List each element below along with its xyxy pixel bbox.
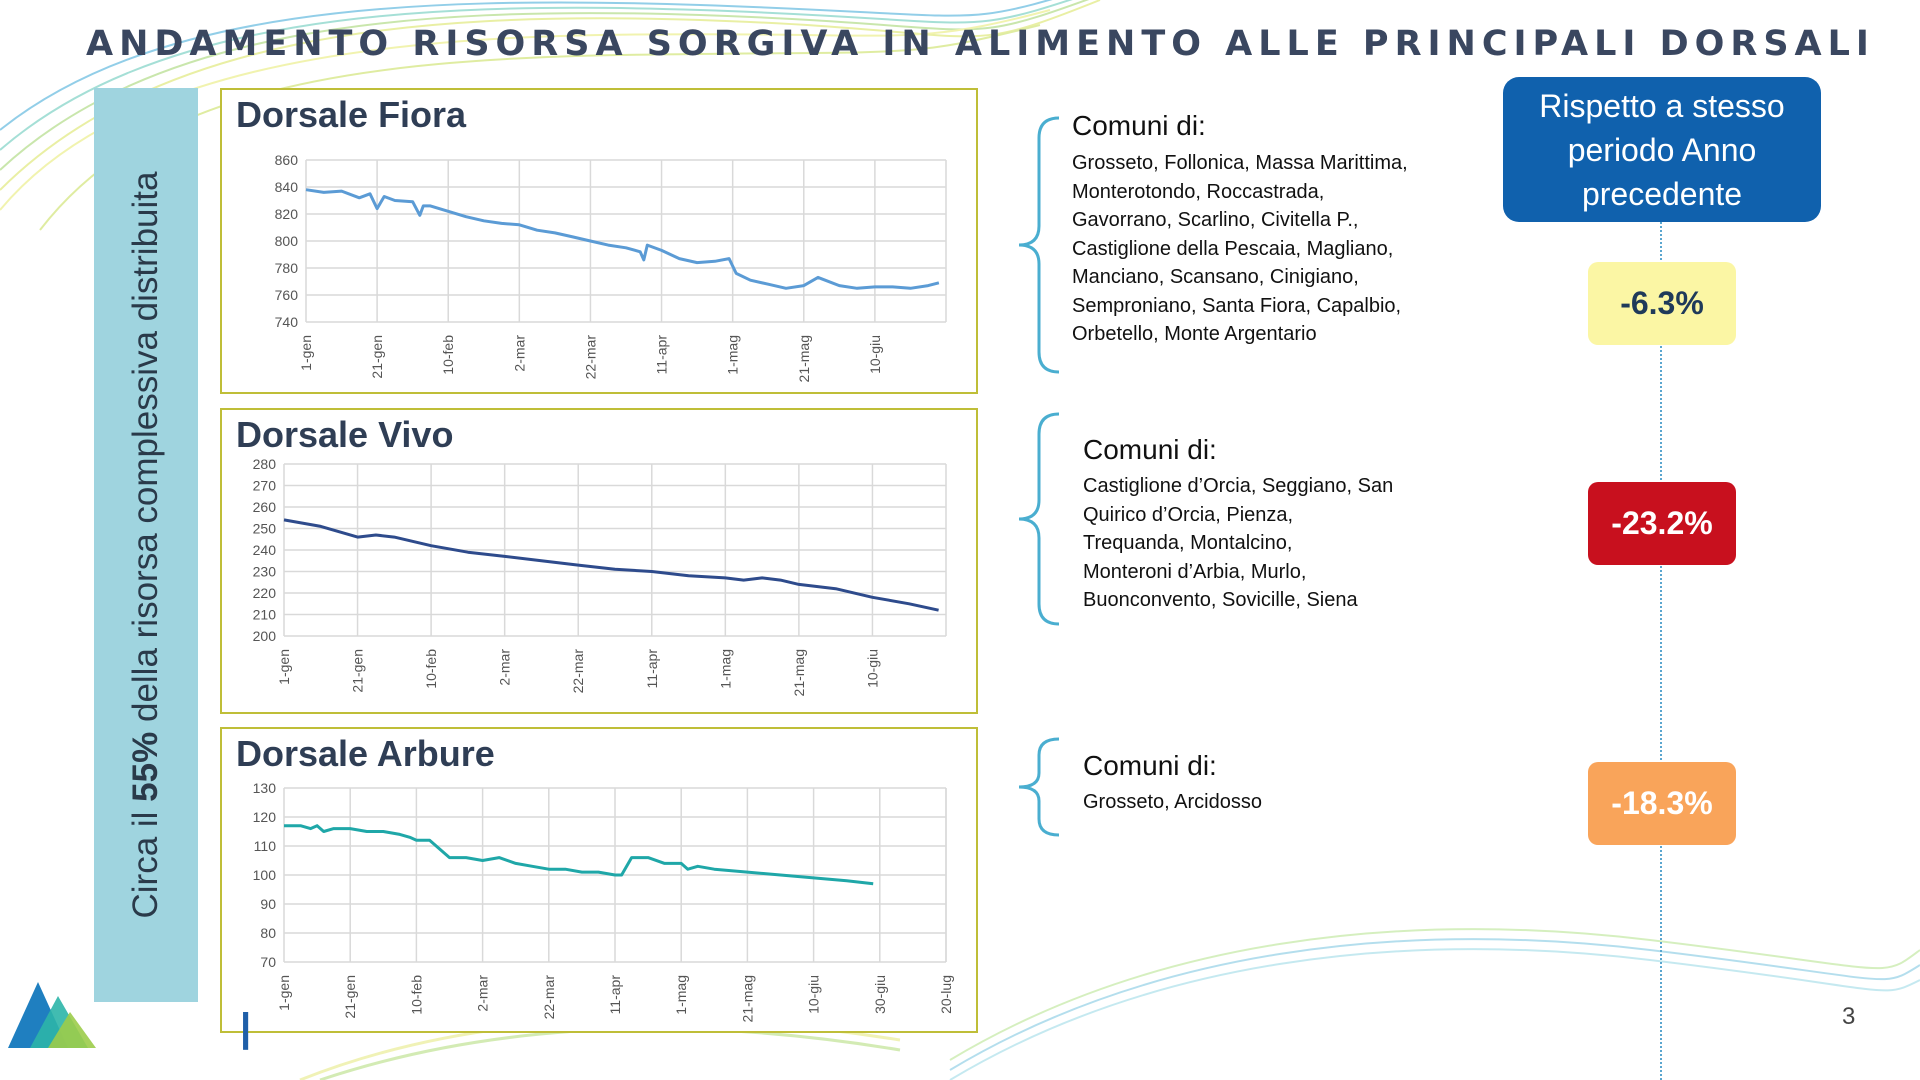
chart-panel-vivo [220, 408, 978, 714]
comuni-line: Buonconvento, Sovicille, Siena [1083, 589, 1358, 611]
y-tick-label: 100 [252, 867, 276, 883]
comuni-line: Trequanda, Montalcino, [1083, 532, 1293, 554]
x-tick-label: 10-giu [805, 975, 822, 1014]
x-tick-label: 11-apr [653, 335, 670, 375]
x-tick-label: 1-mag [717, 649, 734, 689]
comuni-line: Grosseto, Arcidosso [1083, 791, 1262, 813]
x-tick-label: 22-mar [570, 649, 587, 694]
x-tick-label: 2-mar [496, 649, 513, 686]
comuni-list-arbure [1083, 788, 1262, 817]
comparison-dotted-line [1660, 222, 1662, 1080]
x-tick-label: 11-apr [643, 649, 660, 689]
comuni-list-vivo [1083, 472, 1393, 615]
chart-fiora [222, 90, 976, 392]
chart-vivo [222, 410, 976, 712]
company-logo-icon [8, 978, 98, 1050]
summary-sidebar-text [126, 135, 166, 955]
x-tick-label: 2-mar [511, 335, 528, 372]
x-tick-label: 10-feb [423, 649, 440, 689]
brace-fiora [1015, 116, 1061, 374]
chart-title-arbure: Dorsale Arbure [236, 733, 495, 774]
sidebar-highlight: 55% [126, 731, 165, 802]
x-tick-label: 10-giu [864, 649, 881, 688]
y-tick-label: 210 [252, 606, 276, 623]
x-tick-label: 21-mag [790, 649, 807, 697]
chart-panel-fiora [220, 88, 978, 394]
y-tick-label: 120 [252, 809, 276, 825]
y-tick-label: 80 [260, 925, 276, 941]
delta-badge-fiora: -6.3% [1588, 262, 1736, 345]
y-tick-label: 260 [252, 499, 276, 515]
comuni-line: Orbetello, Monte Argentario [1072, 323, 1317, 345]
x-tick-label: 21-mag [739, 975, 756, 1023]
delta-badge-arbure: -18.3% [1588, 762, 1736, 845]
y-tick-label: 90 [260, 896, 276, 912]
x-tick-label: 11-apr [607, 975, 623, 1015]
y-tick-label: 240 [252, 542, 276, 558]
x-tick-label: 21-mag [795, 335, 812, 383]
brace-vivo [1015, 412, 1061, 626]
sidebar-prefix: Circa il [126, 801, 165, 919]
comuni-line: Grosseto, Follonica, Massa Marittima, [1072, 152, 1408, 174]
comuni-list-fiora [1072, 149, 1408, 349]
comuni-line: Gavorrano, Scarlino, Civitella P., [1072, 209, 1359, 231]
comparison-header-line: Rispetto a stesso [1539, 87, 1785, 124]
x-tick-label: 10-feb [440, 335, 457, 375]
partner-logo-wordmark: | [240, 1006, 252, 1050]
x-tick-label: 20-lug [938, 975, 954, 1014]
chart-title-vivo: Dorsale Vivo [236, 414, 454, 455]
comuni-heading-arbure: Comuni di: [1083, 750, 1217, 781]
comuni-line: Semproniano, Santa Fiora, Capalbio, [1072, 294, 1402, 317]
y-tick-label: 800 [274, 233, 298, 249]
comparison-header [1503, 77, 1821, 222]
sidebar-suffix: della risorsa complessiva distribuita [126, 171, 165, 732]
x-tick-label: 1-gen [276, 649, 292, 685]
y-tick-label: 760 [274, 287, 298, 303]
y-tick-label: 860 [274, 152, 298, 168]
y-tick-label: 110 [253, 838, 276, 854]
x-tick-label: 21-gen [369, 335, 386, 379]
comuni-heading-fiora: Comuni di: [1072, 110, 1206, 141]
y-tick-label: 130 [252, 780, 276, 796]
x-tick-label: 21-gen [349, 649, 366, 693]
y-tick-label: 250 [252, 520, 276, 537]
y-tick-label: 200 [252, 628, 276, 644]
comuni-line: Castiglione della Pescaia, Magliano, [1072, 237, 1394, 260]
y-tick-label: 280 [252, 456, 276, 472]
comparison-header-line: precedente [1581, 175, 1743, 212]
comuni-line: Castiglione d’Orcia, Seggiano, San [1083, 475, 1394, 497]
y-tick-label: 740 [274, 314, 298, 330]
chart-title-fiora: Dorsale Fiora [236, 94, 467, 135]
comuni-line: Monteroni d’Arbia, Murlo, [1083, 560, 1307, 583]
page-title: ANDAMENTO RISORSA SORGIVA IN ALIMENTO ALLE PRINCIPALI DORSALI [86, 24, 1875, 64]
x-tick-label: 30-giu [871, 975, 888, 1014]
x-tick-label: 10-feb [408, 975, 425, 1015]
comuni-heading-vivo: Comuni di: [1083, 434, 1217, 465]
y-tick-label: 840 [274, 179, 298, 195]
series-line [306, 190, 939, 289]
x-tick-label: 1-gen [276, 975, 292, 1011]
chart-panel-arbure [220, 727, 978, 1033]
y-tick-label: 220 [252, 585, 276, 601]
comuni-line: Quirico d’Orcia, Pienza, [1083, 503, 1294, 526]
x-tick-label: 21-gen [342, 975, 359, 1019]
chart-arbure [222, 729, 976, 1031]
y-tick-label: 70 [260, 954, 276, 970]
x-tick-label: 10-giu [866, 335, 883, 374]
x-tick-label: 1-mag [724, 335, 741, 375]
comparison-header-line: periodo Anno [1567, 131, 1757, 168]
delta-badge-vivo: -23.2% [1588, 482, 1736, 565]
y-tick-label: 780 [274, 260, 298, 276]
x-tick-label: 2-mar [474, 975, 491, 1012]
comuni-line: Monterotondo, Roccastrada, [1072, 180, 1325, 203]
series-line [284, 520, 939, 610]
x-tick-label: 1-gen [298, 335, 314, 371]
x-tick-label: 22-mar [540, 975, 557, 1020]
page-number: 3 [1842, 1003, 1856, 1030]
x-tick-label: 1-mag [673, 975, 690, 1015]
brace-arbure [1015, 737, 1061, 837]
y-tick-label: 270 [252, 477, 276, 494]
y-tick-label: 820 [274, 206, 298, 222]
comuni-line: Manciano, Scansano, Cinigiano, [1072, 266, 1359, 288]
y-tick-label: 230 [252, 563, 276, 580]
x-tick-label: 22-mar [582, 335, 599, 380]
